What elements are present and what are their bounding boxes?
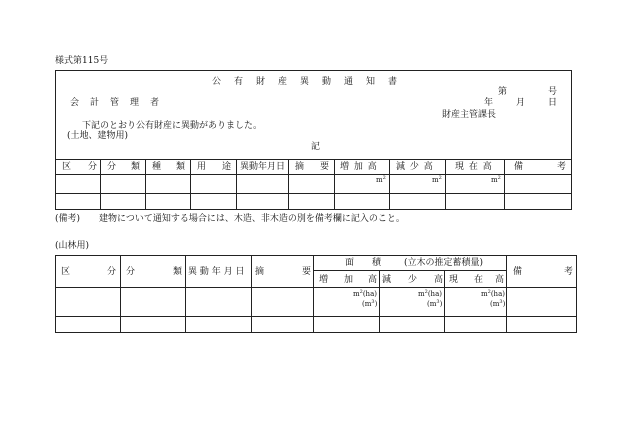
t2-header-tekiyo-b: 要: [302, 267, 312, 277]
t1-header-ido-date: 異動年月日: [240, 162, 286, 172]
t2-header-biko-a: 備: [513, 267, 523, 277]
t1-header-tekiyo-b: 要: [320, 162, 330, 172]
t1-cell-ido-date[interactable]: [237, 175, 288, 193]
t1-row-2[interactable]: [56, 194, 571, 209]
t1-cell-genzai[interactable]: [446, 175, 490, 193]
t1-header-kubun-b: 分: [88, 162, 98, 172]
t1-header-kubun-a: 区: [62, 162, 72, 172]
t2-header-genzai-c: 高: [495, 275, 505, 285]
t2-header-zoka-c: 高: [368, 275, 378, 285]
t2-unit-vol-gensho: $(m^3)$: [427, 299, 443, 308]
t2-header-bunrui-a: 分: [126, 267, 136, 277]
t1-header-tekiyo-a: 摘: [295, 162, 305, 172]
t2-header-bunrui-b: 類: [173, 267, 183, 277]
form-title: 公 有 財 産 異 動 通 知 書: [212, 77, 400, 87]
t2-header-kubun-b: 分: [107, 267, 117, 277]
table1-line-top: [55, 159, 572, 160]
date-year: 年: [484, 98, 494, 108]
t1-header-yoto-b: 途: [222, 162, 232, 172]
date-month: 月: [516, 98, 526, 108]
ki-label: 記: [311, 142, 321, 152]
t1-cell-yoto[interactable]: [191, 175, 236, 193]
note-text: 建物について通知する場合には、木造、非木造の別を備考欄に記入のこと。: [99, 214, 405, 224]
addressee: 会 計 管 理 者: [70, 98, 161, 108]
t2-header-gensho-b: 少: [408, 275, 418, 285]
t1-header-gensho: 減 少 高: [396, 162, 434, 172]
t2-cell-genzai[interactable]: [445, 288, 479, 316]
t1-cell-biko[interactable]: [505, 175, 571, 193]
t2-cell-zoka[interactable]: [314, 288, 350, 316]
t2-cell-kubun[interactable]: [56, 288, 120, 316]
t2-header-kubun-a: 区: [61, 267, 71, 277]
t1-cell-tekiyo[interactable]: [289, 175, 334, 193]
t1-header-zoka: 増 加 高: [340, 162, 378, 172]
t1-header-yoto-a: 用: [197, 162, 207, 172]
t1-cell-bunrui[interactable]: [101, 175, 145, 193]
t1-header-genzai: 現 在 高: [455, 162, 493, 172]
section-label-land: (土地、建物用): [67, 131, 129, 141]
t1-header-shurui-a: 種: [152, 162, 162, 172]
t1-header-shurui-b: 類: [176, 162, 186, 172]
t2-row-2[interactable]: [56, 317, 576, 332]
t1-cell-zoka[interactable]: [335, 175, 375, 193]
sender: 財産主管課長: [442, 110, 497, 120]
form-number: 様式第115号: [55, 56, 109, 66]
table2-line-menseki: [313, 270, 506, 271]
t2-header-menseki-note: (立木の推定蓄積量): [404, 258, 484, 268]
t2-unit-area-gensho: $m^2(ha)$: [418, 289, 442, 298]
t2-cell-gensho[interactable]: [380, 288, 416, 316]
t2-header-tekiyo-a: 摘: [255, 267, 265, 277]
t2-header-menseki: 面 積: [345, 258, 382, 268]
t2-unit-area-genzai: $m^2(ha)$: [481, 289, 505, 298]
t1-header-biko-a: 備: [514, 162, 524, 172]
t2-cell-ido-date[interactable]: [186, 288, 251, 316]
t2-header-genzai-a: 現: [449, 275, 459, 285]
t2-unit-vol-genzai: $(m^3)$: [490, 299, 506, 308]
t1-unit-genzai: $m^2$: [491, 175, 501, 184]
t1-cell-shurui[interactable]: [146, 175, 190, 193]
number-label-go: 号: [548, 87, 558, 97]
t2-header-gensho-c: 高: [434, 275, 444, 285]
t2-header-genzai-b: 在: [474, 275, 484, 285]
t2-cell-biko[interactable]: [507, 288, 576, 316]
t1-unit-zoka: $m^2$: [376, 175, 386, 184]
date-day: 日: [548, 98, 558, 108]
t2-unit-area-zoka: $m^2(ha)$: [353, 289, 377, 298]
section-label-forest: (山林用): [55, 241, 90, 251]
t1-header-bunrui-a: 分: [107, 162, 117, 172]
t1-cell-gensho[interactable]: [390, 175, 430, 193]
t2-header-zoka-a: 増: [319, 275, 329, 285]
t1-unit-gensho: $m^2$: [432, 175, 442, 184]
t2-cell-bunrui[interactable]: [121, 288, 185, 316]
t2-cell-tekiyo[interactable]: [252, 288, 313, 316]
t2-header-zoka-b: 加: [344, 275, 354, 285]
t2-header-ido-date: 異 動 年 月 日: [188, 267, 245, 277]
t1-header-biko-b: 考: [557, 162, 567, 172]
note-label: (備考): [55, 214, 81, 224]
t1-header-bunrui-b: 類: [131, 162, 141, 172]
t2-header-gensho-a: 減: [382, 275, 392, 285]
t2-header-biko-b: 考: [564, 267, 574, 277]
t1-cell-kubun[interactable]: [56, 175, 100, 193]
number-label-dai: 第: [498, 87, 508, 97]
t2-unit-vol-zoka: $(m^3)$: [362, 299, 378, 308]
body-text: 下記のとおり公有財産に異動がありました。: [82, 121, 263, 131]
